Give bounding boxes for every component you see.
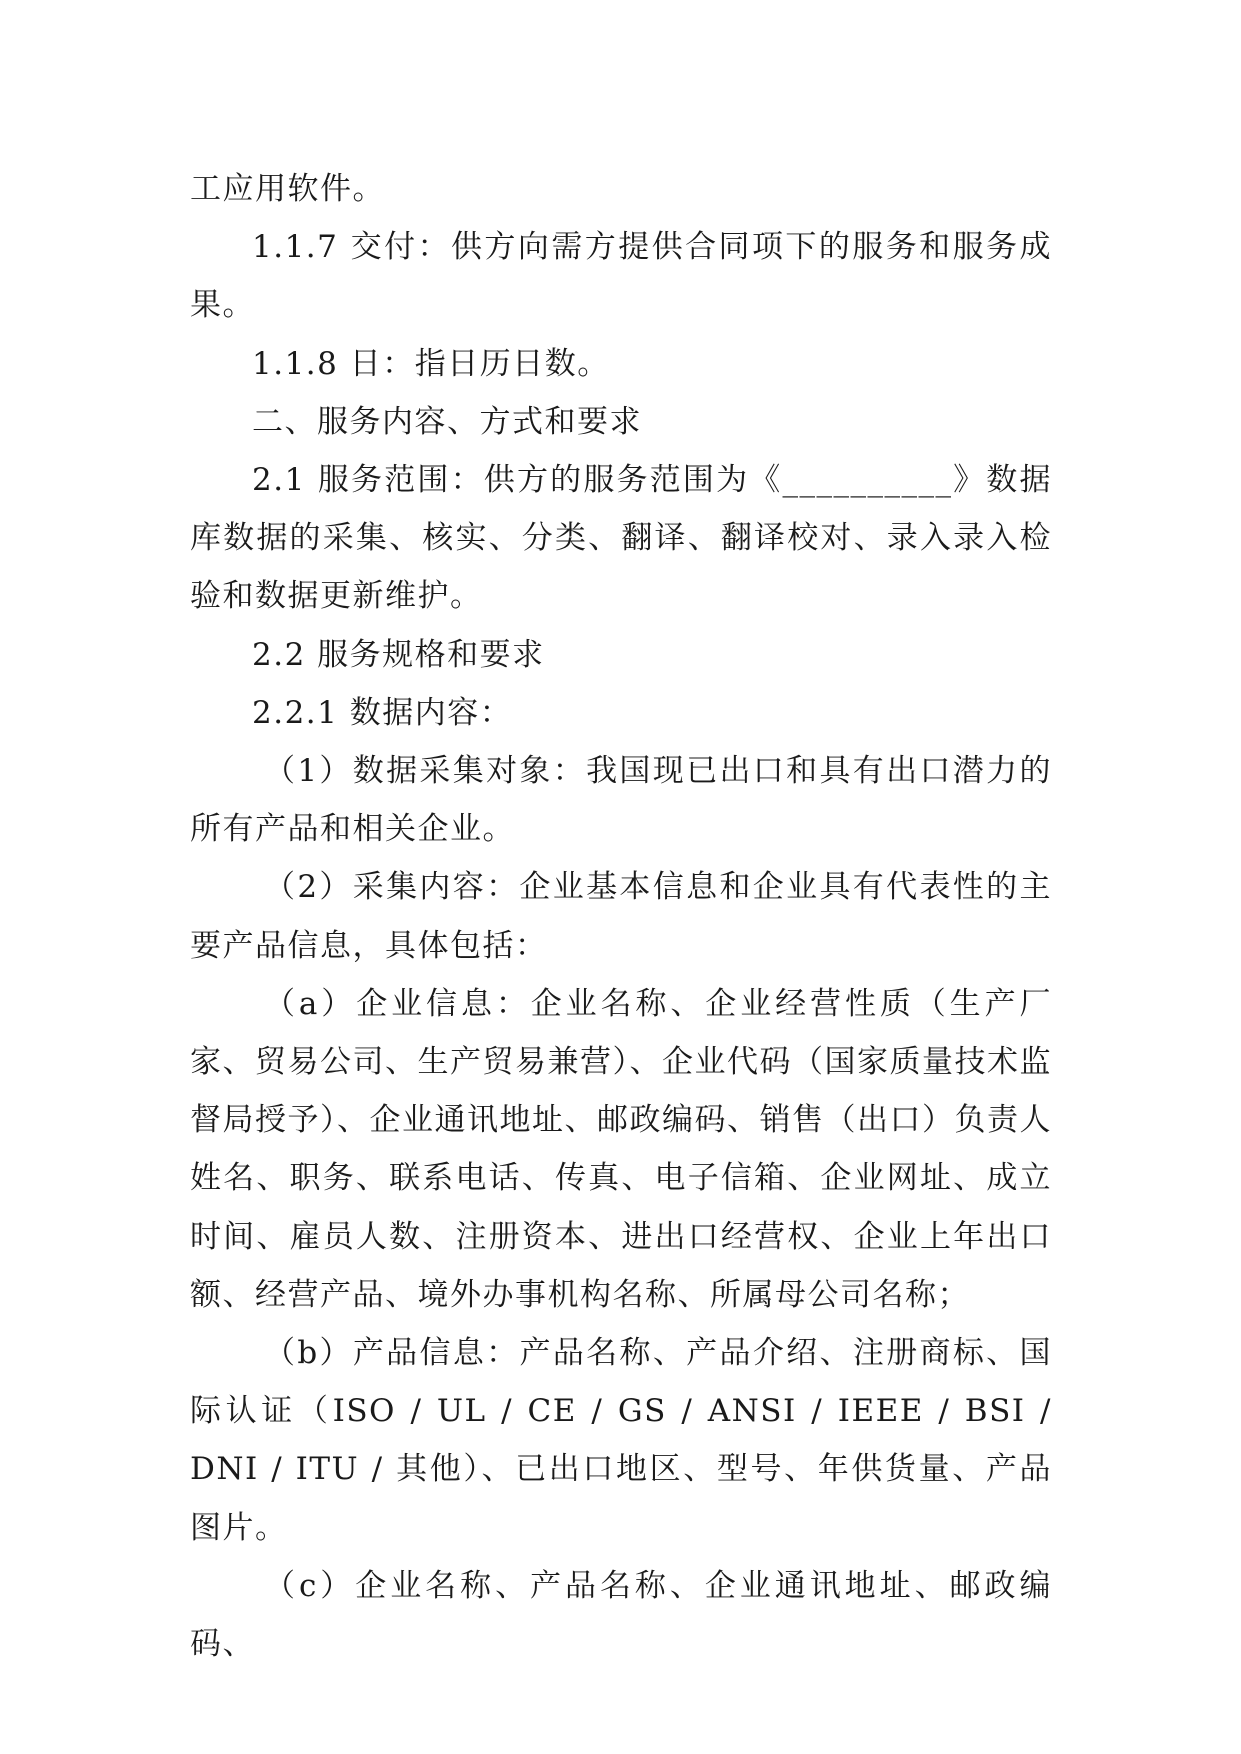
paragraph-clause-2-2-1: 2.2.1 数据内容： <box>252 694 513 731</box>
list-item-a: （a）企业信息：企业名称、企业经营性质（生产厂家、贸易公司、生产贸易兼营）、企业代码（国家质量技术监督局授予）、企业通讯地址、邮政编码、销售（出口）负责人姓名、职务、联系电话、传真、电子信箱、企业网址、成立时间、雇员人数、注册资本、进出口经营权、企业上年出口额、经营产品、境外办事机构名称、所属母公司名称； <box>190 985 1052 1313</box>
section-heading-2: 二、服务内容、方式和要求 <box>252 403 642 440</box>
list-item-1: （1）数据采集对象：我国现已出口和具有出口潜力的所有产品和相关企业。 <box>190 753 1052 848</box>
list-item-b: （b）产品信息：产品名称、产品介绍、注册商标、国际认证（ISO / UL / CE / GS / ANSI / IEEE / BSI / DNI / ITU / 其他）、已出口地区、型号、年供货量、产品图片。 <box>190 1335 1064 1546</box>
paragraph-clause-1-1-8: 1.1.8 日：指日历日数。 <box>252 345 610 382</box>
list-item-2: （2）采集内容：企业基本信息和企业具有代表性的主要产品信息，具体包括： <box>190 869 1052 964</box>
list-item-c: （c）企业名称、产品名称、企业通讯地址、邮政编码、 <box>190 1567 1052 1663</box>
paragraph-clause-1-1-7: 1.1.7 交付：供方向需方提供合同项下的服务和服务成果。 <box>190 229 1052 324</box>
document-body <box>190 160 1064 1673</box>
paragraph-continuation: 工应用软件。 <box>190 171 385 207</box>
paragraph-clause-2-1: 2.1 服务范围：供方的服务范围为《__________》数据库数据的采集、核实、分类、翻译、翻译校对、录入录入检验和数据更新维护。 <box>190 462 1052 615</box>
paragraph-clause-2-2: 2.2 服务规格和要求 <box>252 636 545 673</box>
